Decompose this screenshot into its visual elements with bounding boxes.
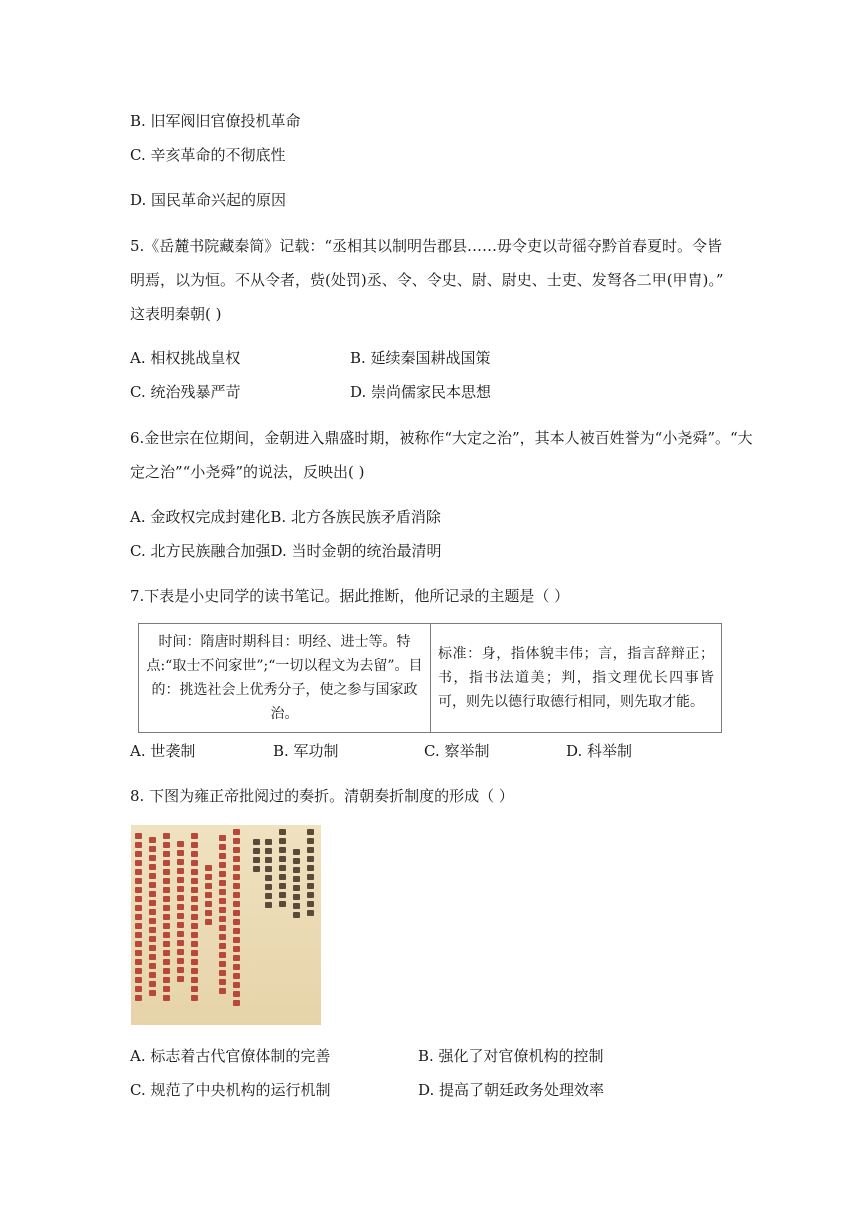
q5-stem-line2: 明焉，以为恒。不从令者，赀(处罚)丞、令、令史、尉、尉史、士吏、发弩各二甲(甲胄)。” xyxy=(130,271,724,289)
q6-option-ab: A. 金政权完成封建化B. 北方各族民族矛盾消除 xyxy=(130,508,441,526)
q7-option-c: C. 察举制 xyxy=(424,742,490,760)
q5-stem-line1: 5.《岳麓书院藏秦简》记载：“丞相其以制明告郡县……毋令吏以苛徭夺黔首春夏时。令皆 xyxy=(130,237,722,255)
q4-option-d: D. 国民革命兴起的原因 xyxy=(130,191,287,209)
q6-stem-line1: 6.金世宗在位期间，金朝进入鼎盛时期，被称作“大定之治”，其本人被百姓誉为“小尧舜”。“大 xyxy=(130,429,753,447)
q7-option-d: D. 科举制 xyxy=(566,742,633,760)
q8-option-b: B. 强化了对官僚机构的控制 xyxy=(418,1047,604,1065)
memorial-image xyxy=(131,825,321,1025)
q8-option-c: C. 规范了中央机构的运行机制 xyxy=(130,1081,331,1099)
q8-option-a: A. 标志着古代官僚体制的完善 xyxy=(130,1047,331,1065)
table-row xyxy=(139,624,722,733)
q5-option-c: C. 统治残暴严苛 xyxy=(130,383,241,401)
q4-option-c: C. 辛亥革命的不彻底性 xyxy=(130,146,286,164)
q8-option-d: D. 提高了朝廷政务处理效率 xyxy=(418,1081,605,1099)
q8-stem: 8. 下图为雍正帝批阅过的奏折。清朝奏折制度的形成（ ） xyxy=(130,787,514,805)
q5-option-b: B. 延续秦国耕战国策 xyxy=(350,349,491,367)
q6-stem-line2: 定之治”“小尧舜”的说法，反映出( ) xyxy=(130,463,365,481)
reading-notes-table xyxy=(138,623,722,733)
q7-option-a: A. 世袭制 xyxy=(130,742,196,760)
q4-option-b: B. 旧军阀旧官僚投机革命 xyxy=(130,112,301,130)
table-cell-right: 标准：身，指体貌丰伟；言，指言辞辩正；书，指书法道美；判，指文理优长四事皆可，则先以德行取德行相同，则先取才能。 xyxy=(431,624,722,733)
q5-option-d: D. 崇尚儒家民本思想 xyxy=(350,383,492,401)
q5-option-a: A. 相权挑战皇权 xyxy=(130,349,241,367)
q7-option-b: B. 军功制 xyxy=(273,742,339,760)
q7-stem: 7.下表是小史同学的读书笔记。据此推断，他所记录的主题是（ ） xyxy=(130,587,570,605)
table-cell-left: 时间：隋唐时期科目：明经、进士等。特点:“取士不问家世”;“一切以程文为去留”。目的：挑选社会上优秀分子，使之参与国家政治。 xyxy=(139,624,431,733)
q5-stem-line3: 这表明秦朝( ) xyxy=(130,305,222,323)
q6-option-cd: C. 北方民族融合加强D. 当时金朝的统治最清明 xyxy=(130,542,442,560)
